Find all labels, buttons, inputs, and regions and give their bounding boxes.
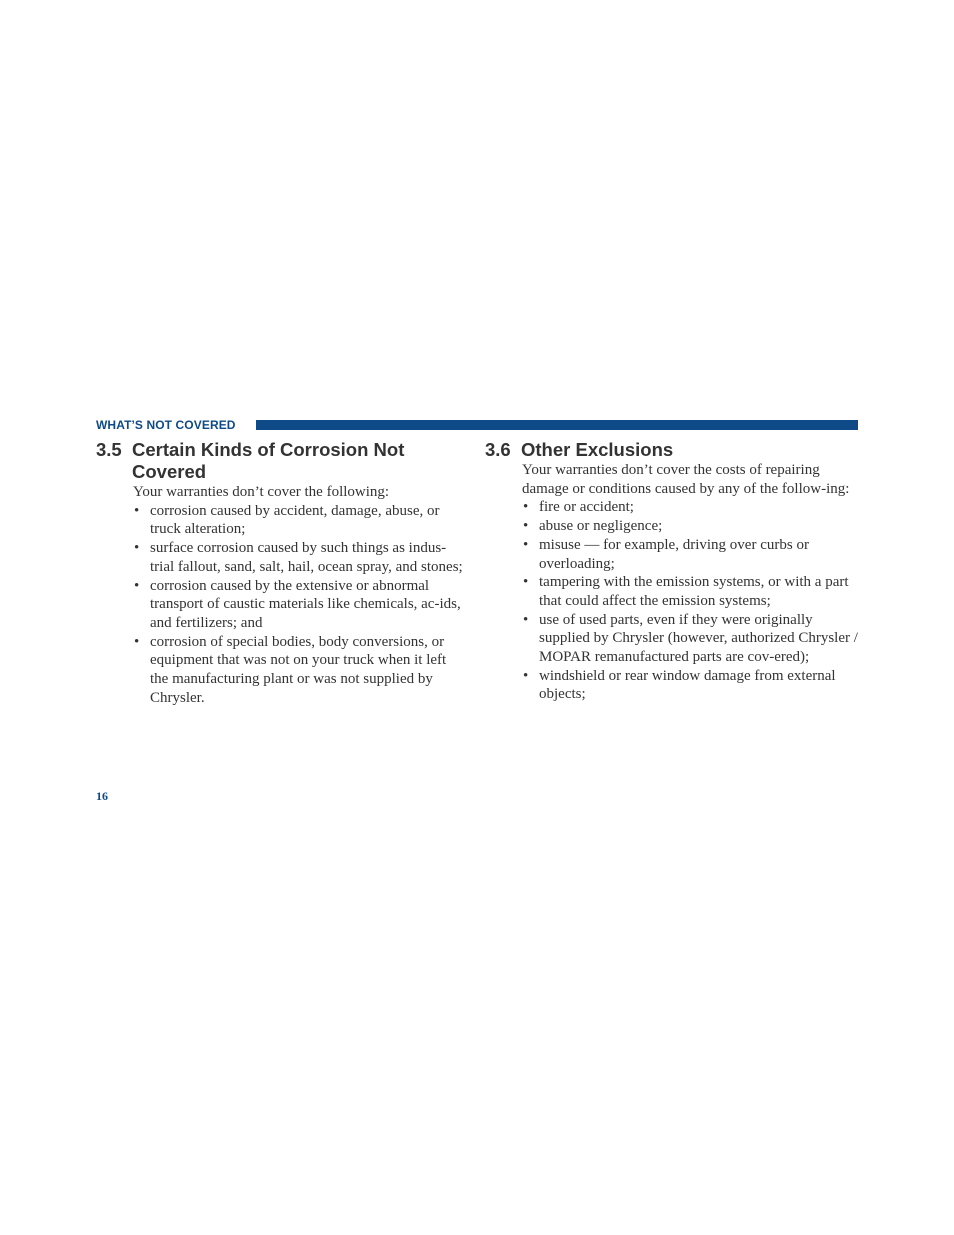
list-item-text: surface corrosion caused by such things as indus-trial fallout, sand, salt, hail, ocean spray, and stones; [150, 540, 463, 575]
section-body [133, 483, 468, 707]
section-title-line: Covered [132, 461, 207, 482]
list-item-text: abuse or negligence; [539, 518, 663, 535]
page-number: 16 [96, 789, 108, 803]
list-item-text: tampering with the emission systems, or with a part that could affect the emission systems; [539, 574, 849, 609]
bullet-list [133, 502, 468, 708]
list-item [133, 502, 468, 539]
bullet-icon: • [523, 574, 529, 591]
list-item [522, 573, 859, 610]
list-item [133, 633, 468, 708]
bullet-icon: • [134, 540, 140, 557]
bullet-icon: • [134, 502, 140, 519]
list-item [133, 577, 468, 633]
section-number: 3.6 [485, 439, 511, 460]
list-item [133, 539, 468, 576]
bullet-icon: • [134, 577, 140, 594]
section-number: 3.5 [96, 439, 122, 460]
bullet-icon: • [523, 499, 529, 516]
intro-text: Your warranties don’t cover the following: [133, 484, 390, 500]
bullet-icon: • [134, 633, 140, 650]
header-rule [256, 420, 858, 430]
bullet-icon: • [523, 518, 529, 535]
section-title [132, 439, 468, 483]
section-title: Other Exclusions [521, 439, 674, 460]
list-item-text: fire or accident; [539, 499, 634, 516]
bullet-list [522, 498, 859, 704]
list-item-text: corrosion of special bodies, body conversions, or equipment that was not on your truck when it left the manufacturing plant or was not supplied by Chrysler. [150, 633, 447, 706]
section-title-line: Certain Kinds of Corrosion Not [132, 439, 405, 460]
list-item [522, 536, 859, 573]
list-item-text: use of used parts, even if they were originally supplied by Chrysler (however, authorized Chrysler / MOPAR remanufactured parts are cov-ered); [539, 611, 858, 666]
section-corrosion [96, 439, 468, 707]
bullet-icon: • [523, 536, 529, 553]
bullet-icon: • [523, 611, 529, 628]
list-item-text: windshield or rear window damage from external objects; [539, 667, 836, 703]
list-item [522, 517, 859, 536]
bullet-icon: • [523, 667, 529, 684]
section-heading [96, 439, 468, 483]
section-other-exclusions [485, 439, 859, 704]
list-item [522, 498, 859, 517]
list-item-text: corrosion caused by the extensive or abnormal transport of caustic materials like chemicals, ac-ids, and fertilizers; and [150, 577, 461, 631]
section-body [522, 461, 859, 704]
list-item [522, 611, 859, 667]
list-item-text: corrosion caused by accident, damage, abuse, or truck alteration; [150, 502, 440, 538]
running-header: WHAT’S NOT COVERED [96, 418, 236, 432]
list-item [522, 667, 859, 704]
section-heading [485, 439, 859, 461]
list-item-text: misuse — for example, driving over curbs or overloading; [539, 536, 809, 572]
intro-text: Your warranties don’t cover the costs of repairing damage or conditions caused by any of the follow-ing: [522, 462, 850, 497]
